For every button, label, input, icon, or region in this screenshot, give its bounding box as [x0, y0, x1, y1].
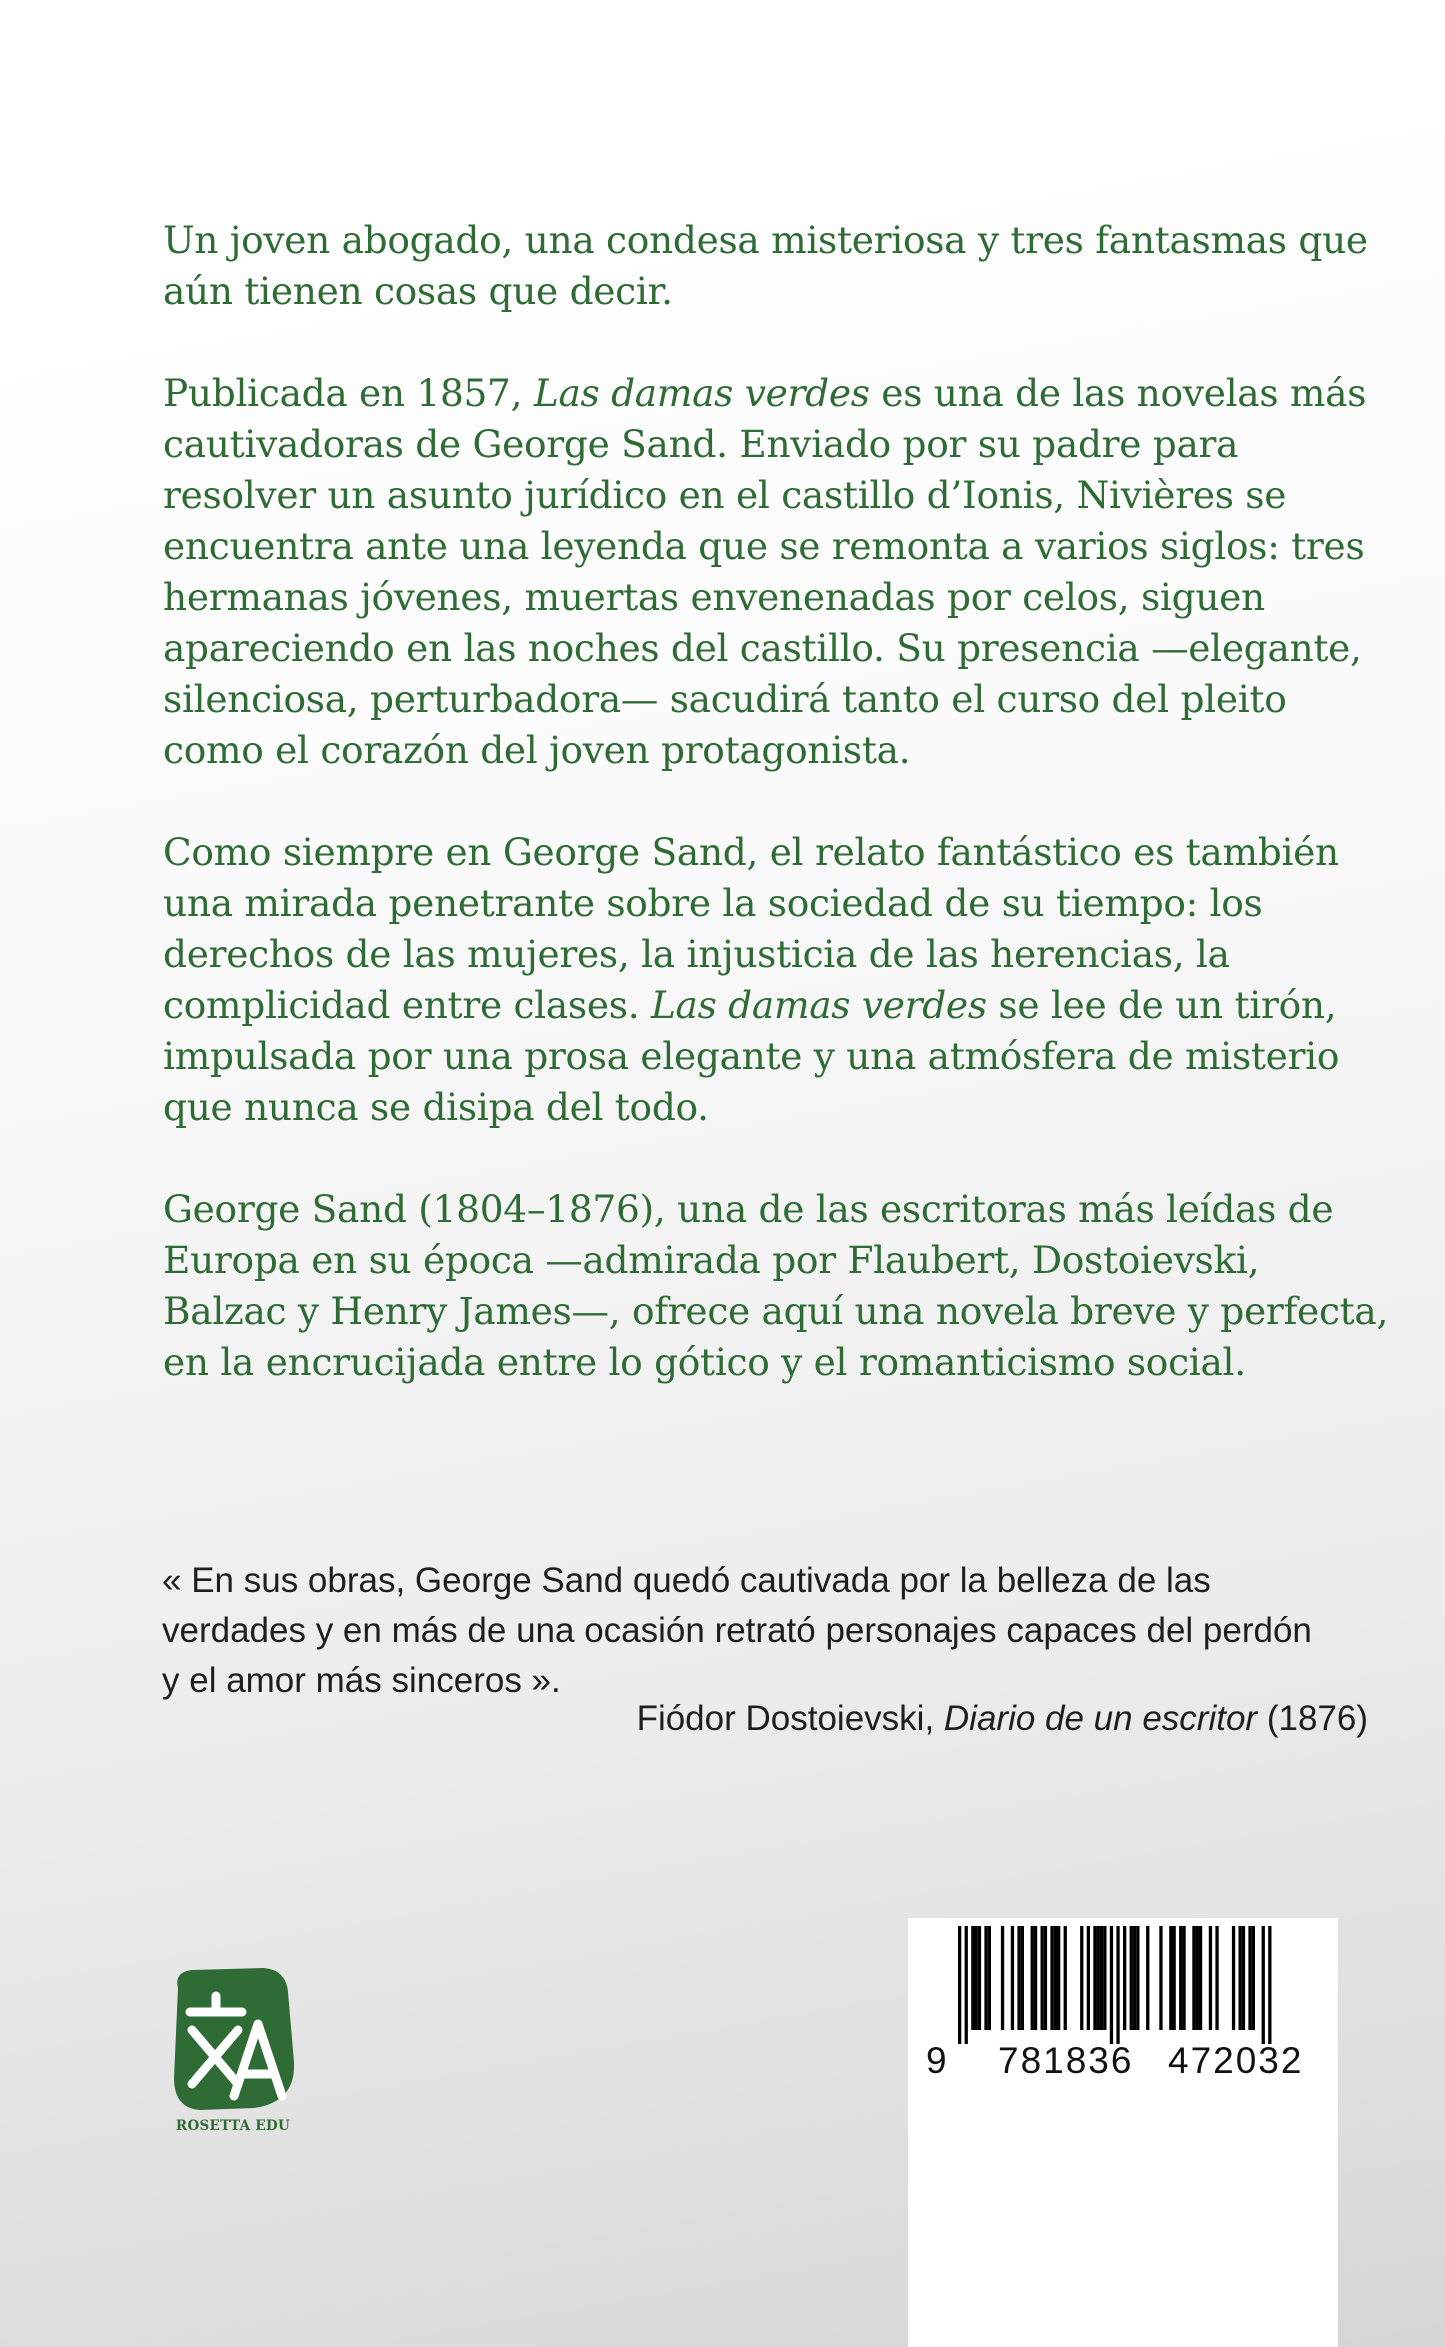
barcode-bars: [918, 1926, 1338, 2044]
barcode-bar: [1050, 1926, 1053, 2030]
quote-line: verdades y en más de una ocasión retrató personajes capaces del perdón: [162, 1611, 1312, 1650]
text-line: Como siempre en George Sand, el relato fantástico es también: [163, 830, 1339, 874]
barcode-bar: [1173, 1926, 1176, 2030]
barcode-bar: [1087, 1926, 1090, 2030]
text-run: se lee de un tirón,: [986, 983, 1337, 1027]
barcode-bar: [1057, 1926, 1060, 2030]
barcode-bar: [1215, 1926, 1218, 2030]
text-line: [163, 980, 1393, 1031]
barcode-bar: [978, 1926, 981, 2030]
text-line: derechos de las mujeres, la injusticia de las herencias, la: [163, 932, 1230, 976]
barcode-bar: [1248, 1926, 1251, 2030]
barcode-bar: [1034, 1926, 1037, 2030]
text-line: apareciendo en las noches del castillo. Su presencia —elegante,: [163, 626, 1362, 670]
text-run: Publicada en 1857,: [163, 371, 534, 415]
barcode-bar: [1093, 1926, 1096, 2030]
barcode-bar: [984, 1926, 987, 2030]
barcode-bar: [1116, 1926, 1119, 2044]
synopsis-paragraph-2: [163, 368, 1393, 776]
quote-line: y el amor más sinceros ».: [162, 1661, 561, 1700]
quote-year: (1876): [1257, 1699, 1368, 1738]
barcode-bar: [1146, 1926, 1149, 2030]
quote-attribution: [162, 1694, 1368, 1744]
barcode-bar: [1041, 1926, 1044, 2030]
text-line: encuentra ante una leyenda que se remonta a varios siglos: tres: [163, 524, 1365, 568]
synopsis-paragraph-1: [163, 215, 1393, 317]
book-title: Las damas verdes: [650, 983, 987, 1027]
barcode-bar: [1182, 1926, 1185, 2030]
barcode-bar: [971, 1926, 974, 2030]
barcode-bar: [1179, 1926, 1182, 2030]
barcode-bar: [1103, 1926, 1106, 2030]
barcode-bar: [958, 1926, 961, 2044]
text-line: George Sand (1804–1876), una de las escritoras más leídas de: [163, 1187, 1334, 1231]
quote-line: « En sus obras, George Sand quedó cautivada por la belleza de las: [162, 1561, 1211, 1600]
text-run: complicidad entre clases.: [163, 983, 651, 1027]
barcode-bar: [1064, 1926, 1067, 2030]
barcode-bar: [1262, 1926, 1265, 2044]
publisher-name: ROSETTA EDU: [175, 2118, 291, 2134]
barcode-bar: [1110, 1926, 1113, 2044]
synopsis-paragraph-3: [163, 827, 1393, 1133]
barcode-bar: [1209, 1926, 1212, 2030]
text-line: hermanas jóvenes, muertas envenenadas por celos, siguen: [163, 575, 1265, 619]
barcode-bar: [1031, 1926, 1034, 2030]
barcode-bar: [1080, 1926, 1083, 2030]
pull-quote: [162, 1556, 1382, 1706]
publisher-logo: [168, 1966, 298, 2134]
barcode-bar: [1196, 1926, 1199, 2030]
barcode-bar: [1252, 1926, 1255, 2030]
barcode-bar: [988, 1926, 991, 2030]
text-line: que nunca se disipa del todo.: [163, 1085, 709, 1129]
text-line: una mirada penetrante sobre la sociedad de su tiempo: los: [163, 881, 1263, 925]
barcode-bar: [1123, 1926, 1126, 2030]
isbn-barcode: [908, 1918, 1338, 2347]
barcode-bar: [1054, 1926, 1057, 2030]
text-line: Un joven abogado, una condesa misteriosa y tres fantasmas que: [163, 218, 1368, 262]
barcode-bar: [975, 1926, 978, 2030]
barcode-bar: [1044, 1926, 1047, 2030]
translate-icon: [168, 1966, 298, 2114]
text-line: como el corazón del joven protagonista.: [163, 728, 911, 772]
isbn-group-2: 472032: [1168, 2040, 1304, 2081]
barcode-bar: [1130, 1926, 1133, 2030]
text-line: cautivadoras de George Sand. Enviado por su padre para: [163, 422, 1239, 466]
barcode-bar: [1192, 1926, 1195, 2030]
barcode-bar: [1169, 1926, 1172, 2030]
isbn-lead-digit: 9: [926, 2040, 947, 2081]
barcode-bar: [1133, 1926, 1136, 2030]
barcode-bar: [1011, 1926, 1014, 2030]
barcode-bar: [1232, 1926, 1235, 2030]
text-run: es una de las novelas más: [869, 371, 1367, 415]
text-line: en la encrucijada entre lo gótico y el romanticismo social.: [163, 1340, 1246, 1384]
synopsis: [163, 215, 1393, 1439]
text-line: resolver un asunto jurídico en el castillo d’Ionis, Nivières se: [163, 473, 1287, 517]
text-line: [163, 368, 1393, 419]
barcode-bar: [965, 1926, 968, 2044]
isbn-group-1: 781836: [998, 2040, 1134, 2081]
barcode-bar: [1159, 1926, 1162, 2030]
barcode-bar: [1199, 1926, 1202, 2030]
author-bio: [163, 1184, 1393, 1388]
barcode-bar: [1242, 1926, 1245, 2030]
text-line: aún tienen cosas que decir.: [163, 269, 673, 313]
text-line: impulsada por una prosa elegante y una atmósfera de misterio: [163, 1034, 1340, 1078]
text-line: Balzac y Henry James—, ofrece aquí una novela breve y perfecta,: [163, 1289, 1389, 1333]
barcode-bar: [1001, 1926, 1004, 2030]
barcode-bar: [1097, 1926, 1100, 2030]
barcode-bar: [1136, 1926, 1139, 2030]
text-line: silenciosa, perturbadora— sacudirá tanto el curso del pleito: [163, 677, 1287, 721]
quote-source-work: Diario de un escritor: [943, 1699, 1258, 1738]
barcode-bar: [1268, 1926, 1271, 2044]
barcode-bar: [1021, 1926, 1024, 2030]
text-line: Europa en su época —admirada por Flaubert, Dostoievski,: [163, 1238, 1260, 1282]
barcode-bar: [1017, 1926, 1020, 2030]
quote-author: Fiódor Dostoievski,: [636, 1699, 944, 1738]
book-title: Las damas verdes: [533, 371, 870, 415]
barcode-bar: [1239, 1926, 1242, 2030]
barcode-bar: [1100, 1926, 1103, 2030]
